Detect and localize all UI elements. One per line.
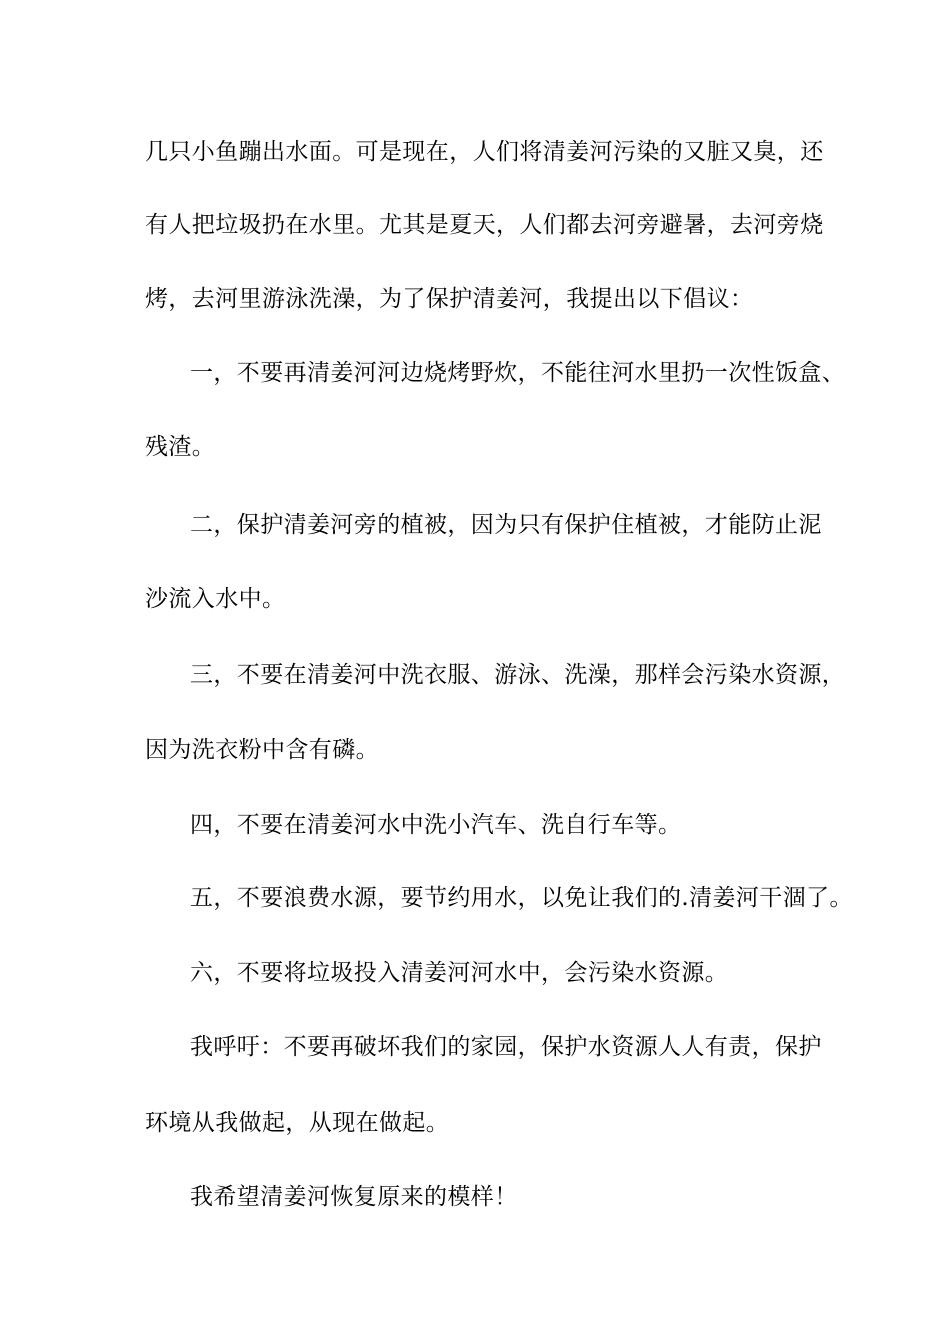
paragraph-line: 一，不要再清姜河河边烧烤野炊，不能往河水里扔一次性饭盒、: [190, 360, 846, 386]
paragraph-line: 二，保护清姜河旁的植被，因为只有保护住植被，才能防止泥: [190, 512, 822, 538]
paragraph-line: 四，不要在清姜河水中洗小汽车、洗自行车等。: [190, 812, 682, 838]
text-line: 几只小鱼蹦出水面。可是现在，人们将清姜河污染的又脏又臭，还: [145, 139, 824, 165]
paragraph-line: 三，不要在清姜河中洗衣服、游泳、洗澡，那样会污染水资源，: [190, 662, 846, 688]
text-line: 沙流入水中。: [145, 586, 286, 612]
text-line: 残渣。: [145, 434, 216, 460]
text-line: 环境从我做起，从现在做起。: [145, 1110, 450, 1136]
text-line: 有人把垃圾扔在水里。尤其是夏天，人们都去河旁避暑，去河旁烧: [145, 212, 824, 238]
paragraph-line: 我呼吁：不要再破坏我们的家园，保护水资源人人有责，保护: [190, 1034, 822, 1060]
text-line: 因为洗衣粉中含有磷。: [145, 737, 379, 763]
paragraph-line: 我希望清姜河恢复原来的模样！: [190, 1184, 518, 1210]
paragraph-line: 六，不要将垃圾投入清姜河河水中，会污染水资源。: [190, 960, 729, 986]
paragraph-line: 五，不要浪费水源，要节约用水，以免让我们的.清姜河干涸了。: [190, 885, 853, 911]
text-line: 烤，去河里游泳洗澡，为了保护清姜河，我提出以下倡议：: [145, 286, 754, 312]
